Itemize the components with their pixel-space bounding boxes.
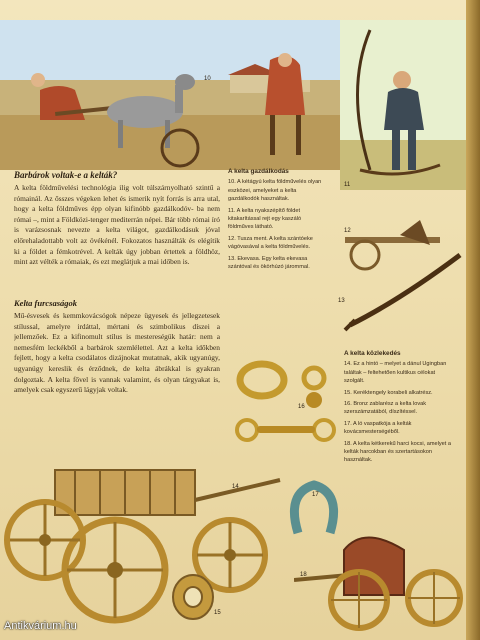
plough-tool-illustration [340,215,468,345]
caption-farming-heading: A kelta gazdálkodás [228,168,289,175]
figure-label-10: 10 [204,76,211,82]
caption-item: 13. Ekevasa. Egy kelta ekevasa szántóval és ökörhúzó járommal. [228,255,310,271]
section-body-oddities: Mű-ésvesek és kemmkovácsógok népeze ügyesek és jellegzetesek stílussal, amelyre irdáttal, mértani és szimbolikus díszei a jellemzőek. Ez a kifinomult stílus is mestereségük határ: nem a nemesfém leckékből a barbárok szemlélettel. Azt a kelta időkben fejlett, hogy a kelta csodálatos dizájnokat mutatnak, akik ugyanúgy, ugyanúgy kereslik és érződnek, de kelta ábrákkal is gyakran dolgoztak. A kelta fővel is vannak valamint, és olyan tárgyakat is, amelyek csak egyszerű lágyjak voltak. [14,311,220,395]
figure-label-15: 15 [214,610,221,616]
section-body-barbarians: A kelta földművelési technológia ilig volt túlszárnyolható szintű a rómainál. Az ősszes végeken lehet és ismerik nyít forrás is arra utal, hogy a kelta földműves épp olyan kifinóbb gazdálkodóv- ba nem római –, mint a Földközi-tenger mediterrán népei. Bár több római író is varázsosnak nevezte a kelta világot, gazdálkodásuk jóval előrehaladottabb volt az övékénél. Fokozatos használták és elégítik ki a földet a fémkotrével. A kelták úgy jobban értettek a földhöz, mint azt vélték a rómaiak, és ezt meglátjuk a mai időben is. [14,183,220,267]
caption-transport-heading: A kelta közlekedés [344,350,401,357]
caption-farming [228,168,324,358]
axle-part-illustration [168,570,218,625]
caption-item: 15. Keréktengely korabeli alkatrész. [344,389,433,396]
wagon-illustration [0,440,290,640]
caption-item: 11. A kelta nyakszépítő földet kitakarítással rejt egy kaszáló földműves látható. [228,207,302,231]
caption-item: 18. A kelta kétkerekű harci kocsi, amelyet a kelták harcokban és szertartásokon használtak. [344,440,451,464]
scythe-illustration [340,20,468,190]
caption-item: 10. A kétágyú kelta földművelés olyan eszközei, amelyeket a kelta gazdálkodók használtak. [228,179,322,203]
page-edge [466,0,480,640]
plough-illustration [0,20,340,170]
caption-item: 17. A ló vaspatkója a kelták kovácsmesterségéből. [344,420,412,436]
bridle-bits-illustration [232,360,342,450]
caption-item: 12. Tusza ment. A kelta szántóeke vágóvasával a kelta földművelés. [228,235,313,251]
figure-label-17: 17 [312,492,319,498]
caption-transport [344,350,452,540]
figure-label-16: 16 [298,404,305,410]
caption-item: 16. Bronz zablarész a kelta lovak szerszámzatából, díszítéssel. [344,401,427,416]
chariot-illustration [294,520,464,635]
caption-item: 14. Ez a hintó – melyet a dánul Ugingban találtak – feltehetően kultikus célokat szolgált. [344,361,447,385]
figure-label-14: 14 [232,484,239,490]
section-heading-oddities: Kelta furcsaságok [14,298,78,308]
watermark-text: Antikvárium.hu [4,620,77,632]
figure-label-13: 13 [338,298,345,304]
section-heading-barbarians: Barbárok voltak-e a kelták? [14,170,118,180]
figure-label-12: 12 [344,228,351,234]
figure-label-11: 11 [344,182,351,188]
figure-label-18: 18 [300,572,307,578]
